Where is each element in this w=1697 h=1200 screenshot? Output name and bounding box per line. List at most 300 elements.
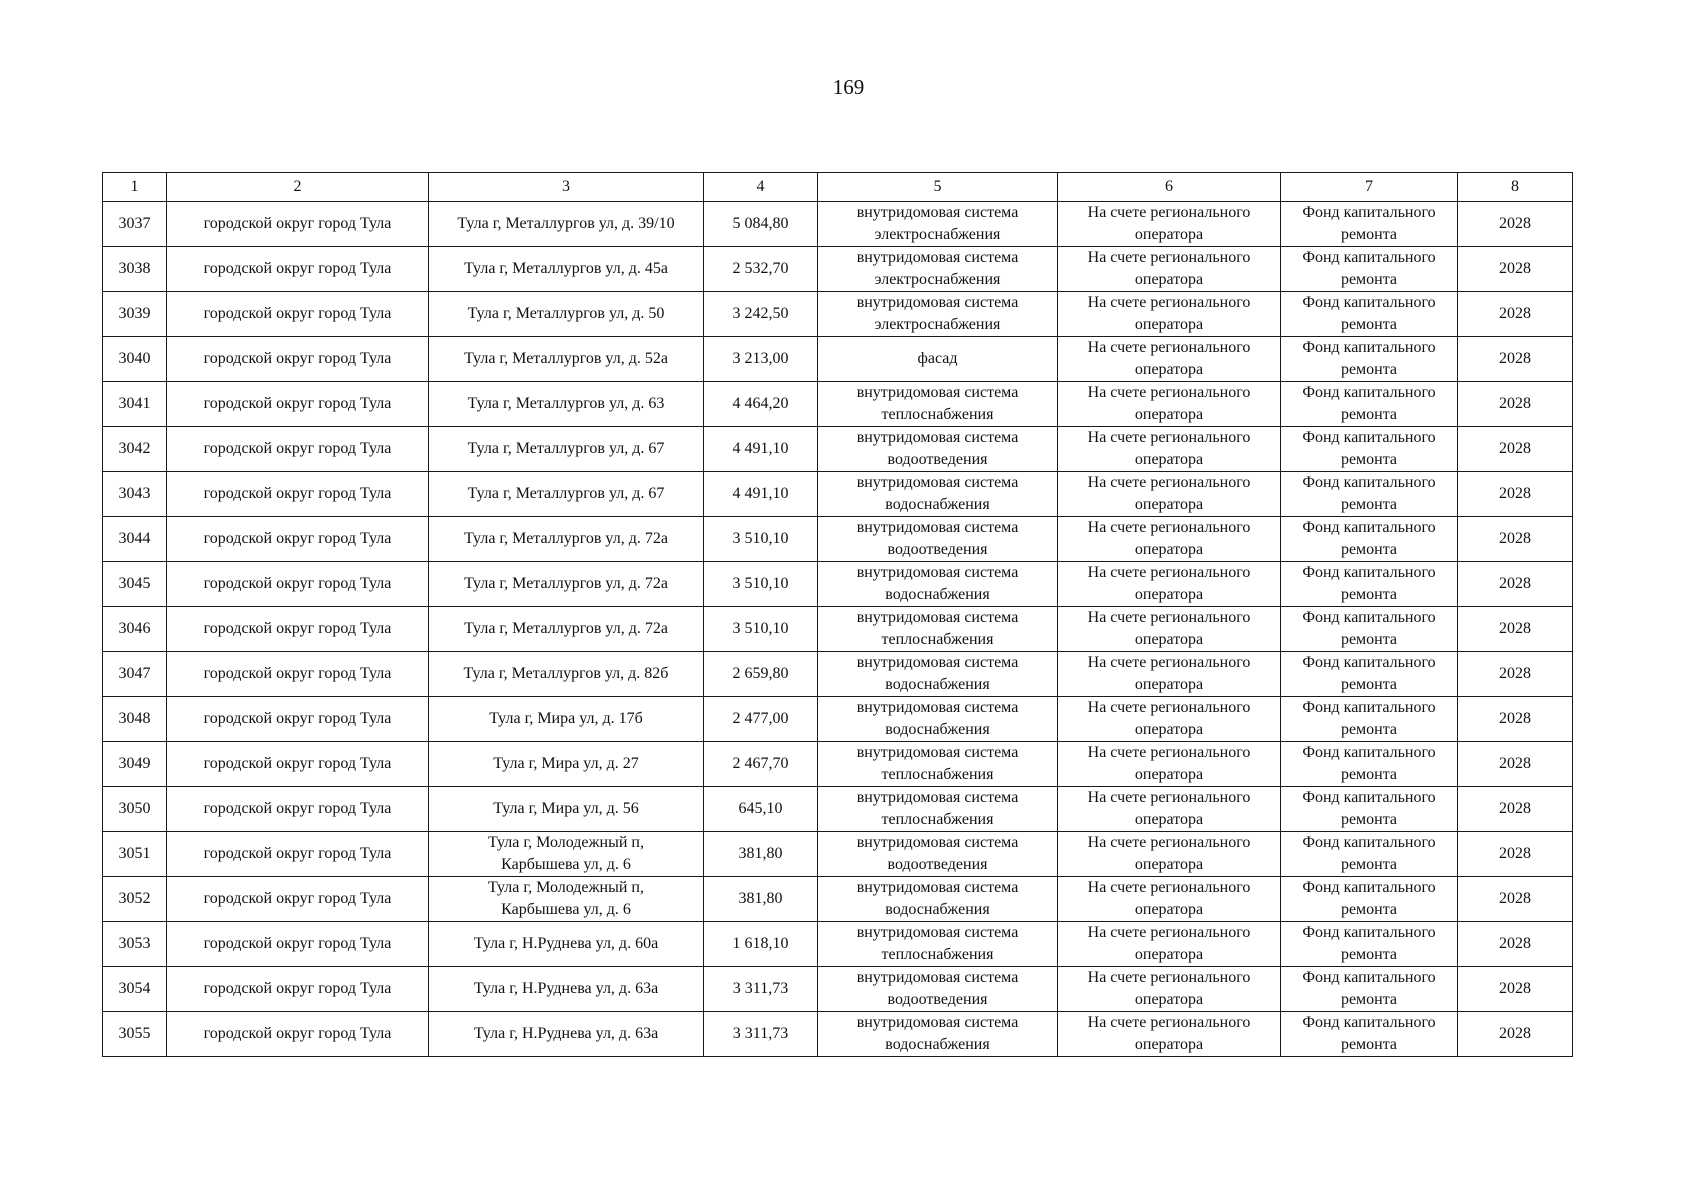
funding-account-cell-line: оператора xyxy=(1134,901,1204,918)
funding-account-cell-line: оператора xyxy=(1134,226,1204,243)
municipality-cell: городской округ город Тула xyxy=(167,922,429,967)
funding-account-cell-line: оператора xyxy=(1134,451,1204,468)
planned-year-cell: 2028 xyxy=(1458,337,1573,382)
funding-account-cell xyxy=(1058,292,1281,337)
row-number-cell: 3043 xyxy=(103,472,167,517)
address-cell xyxy=(429,517,704,562)
address-cell xyxy=(429,787,704,832)
funding-source-cell-line: ремонта xyxy=(1340,676,1398,693)
funding-source-cell-line: ремонта xyxy=(1340,226,1398,243)
repair-work-type-cell xyxy=(818,1012,1058,1057)
table-row xyxy=(103,967,1573,1012)
funding-account-cell xyxy=(1058,517,1281,562)
address-cell xyxy=(429,382,704,427)
table-body xyxy=(103,202,1573,1057)
address-cell xyxy=(429,472,704,517)
funding-source-cell-line: Фонд капитального xyxy=(1302,654,1436,671)
funding-source-cell-line: ремонта xyxy=(1340,721,1398,738)
row-number-cell: 3044 xyxy=(103,517,167,562)
municipality-cell: городской округ город Тула xyxy=(167,517,429,562)
repair-work-type-cell-line: водоснабжения xyxy=(885,676,990,693)
table-row xyxy=(103,877,1573,922)
address-cell xyxy=(429,202,704,247)
municipality-cell: городской округ город Тула xyxy=(167,562,429,607)
funding-source-cell-line: ремонта xyxy=(1340,1036,1398,1053)
address-cell-line: Тула г, Металлургов ул, д. 67 xyxy=(467,440,665,457)
funding-source-cell xyxy=(1281,967,1458,1012)
funding-source-cell-line: Фонд капитального xyxy=(1302,339,1436,356)
municipality-cell: городской округ город Тула xyxy=(167,472,429,517)
repair-work-type-cell-line: внутридомовая система xyxy=(856,474,1019,491)
area-cell: 3 213,00 xyxy=(704,337,818,382)
funding-source-cell-line: Фонд капитального xyxy=(1302,969,1436,986)
funding-account-cell-line: оператора xyxy=(1134,676,1204,693)
funding-source-cell-line: Фонд капитального xyxy=(1302,429,1436,446)
municipality-cell: городской округ город Тула xyxy=(167,877,429,922)
table-row xyxy=(103,247,1573,292)
repair-work-type-cell-line: внутридомовая система xyxy=(856,879,1019,896)
row-number-cell: 3037 xyxy=(103,202,167,247)
funding-source-cell-line: ремонта xyxy=(1340,991,1398,1008)
capital-repair-table xyxy=(102,172,1573,1057)
funding-account-cell-line: На счете регионального xyxy=(1087,339,1251,356)
table-row xyxy=(103,607,1573,652)
area-cell: 2 477,00 xyxy=(704,697,818,742)
area-cell: 381,80 xyxy=(704,832,818,877)
table-row xyxy=(103,337,1573,382)
repair-work-type-cell-line: внутридомовая система xyxy=(856,744,1019,761)
funding-source-cell-line: Фонд капитального xyxy=(1302,609,1436,626)
row-number-cell: 3049 xyxy=(103,742,167,787)
funding-source-cell-line: Фонд капитального xyxy=(1302,384,1436,401)
municipality-cell: городской округ город Тула xyxy=(167,427,429,472)
funding-account-cell-line: На счете регионального xyxy=(1087,249,1251,266)
repair-work-type-cell-line: внутридомовая система xyxy=(856,384,1019,401)
area-cell: 2 467,70 xyxy=(704,742,818,787)
repair-work-type-cell-line: электроснабжения xyxy=(874,226,1001,243)
repair-work-type-cell xyxy=(818,517,1058,562)
repair-work-type-cell-line: теплоснабжения xyxy=(881,631,994,648)
repair-work-type-cell-line: внутридомовая система xyxy=(856,1014,1019,1031)
funding-account-cell xyxy=(1058,427,1281,472)
funding-account-cell xyxy=(1058,652,1281,697)
funding-source-cell-line: ремонта xyxy=(1340,496,1398,513)
address-cell-line: Тула г, Мира ул, д. 27 xyxy=(493,755,639,772)
planned-year-cell: 2028 xyxy=(1458,877,1573,922)
planned-year-cell: 2028 xyxy=(1458,607,1573,652)
address-cell xyxy=(429,562,704,607)
row-number-cell: 3038 xyxy=(103,247,167,292)
funding-source-cell-line: ремонта xyxy=(1340,901,1398,918)
funding-account-cell xyxy=(1058,697,1281,742)
funding-source-cell xyxy=(1281,922,1458,967)
repair-work-type-cell-line: внутридомовая система xyxy=(856,654,1019,671)
area-cell: 5 084,80 xyxy=(704,202,818,247)
municipality-cell: городской округ город Тула xyxy=(167,832,429,877)
repair-work-type-cell-line: теплоснабжения xyxy=(881,811,994,828)
funding-account-cell-line: оператора xyxy=(1134,766,1204,783)
funding-source-cell xyxy=(1281,1012,1458,1057)
repair-work-type-cell-line: электроснабжения xyxy=(874,271,1001,288)
repair-work-type-cell-line: водоотведения xyxy=(887,991,988,1008)
repair-work-type-cell-line: водоснабжения xyxy=(885,901,990,918)
funding-account-cell-line: На счете регионального xyxy=(1087,294,1251,311)
repair-work-type-cell-line: фасад xyxy=(917,350,958,367)
funding-account-cell xyxy=(1058,922,1281,967)
area-cell: 3 510,10 xyxy=(704,562,818,607)
repair-work-type-cell-line: внутридомовая система xyxy=(856,204,1019,221)
funding-source-cell-line: Фонд капитального xyxy=(1302,834,1436,851)
repair-work-type-cell xyxy=(818,247,1058,292)
funding-source-cell xyxy=(1281,247,1458,292)
address-cell-line: Тула г, Н.Руднева ул, д. 60а xyxy=(473,935,659,952)
address-cell-line: Карбышева ул, д. 6 xyxy=(501,901,631,918)
funding-account-cell xyxy=(1058,202,1281,247)
area-cell: 2 659,80 xyxy=(704,652,818,697)
page-number: 169 xyxy=(832,75,865,99)
municipality-cell: городской округ город Тула xyxy=(167,742,429,787)
address-cell-line: Тула г, Металлургов ул, д. 72а xyxy=(464,575,668,592)
funding-account-cell-line: На счете регионального xyxy=(1087,744,1251,761)
repair-work-type-cell-line: водоотведения xyxy=(887,856,988,873)
repair-work-type-cell xyxy=(818,292,1058,337)
planned-year-cell: 2028 xyxy=(1458,382,1573,427)
row-number-cell: 3041 xyxy=(103,382,167,427)
repair-work-type-cell-line: внутридомовая система xyxy=(856,294,1019,311)
row-number-cell: 3051 xyxy=(103,832,167,877)
funding-account-cell-line: На счете регионального xyxy=(1087,834,1251,851)
address-cell-line: Карбышева ул, д. 6 xyxy=(501,856,631,873)
municipality-cell: городской округ город Тула xyxy=(167,652,429,697)
funding-source-cell xyxy=(1281,517,1458,562)
repair-work-type-cell xyxy=(818,652,1058,697)
municipality-cell: городской округ город Тула xyxy=(167,292,429,337)
address-cell xyxy=(429,877,704,922)
planned-year-cell: 2028 xyxy=(1458,247,1573,292)
funding-account-cell xyxy=(1058,247,1281,292)
funding-account-cell-line: оператора xyxy=(1134,1036,1204,1053)
column-header: 3 xyxy=(429,173,704,202)
column-header: 1 xyxy=(103,173,167,202)
repair-work-type-cell xyxy=(818,202,1058,247)
funding-account-cell xyxy=(1058,562,1281,607)
address-cell xyxy=(429,742,704,787)
address-cell-line: Тула г, Металлургов ул, д. 45а xyxy=(464,260,668,277)
repair-work-type-cell-line: электроснабжения xyxy=(874,316,1001,333)
funding-source-cell-line: ремонта xyxy=(1340,631,1398,648)
table-row xyxy=(103,922,1573,967)
table-row xyxy=(103,517,1573,562)
repair-work-type-cell xyxy=(818,562,1058,607)
table-row xyxy=(103,292,1573,337)
funding-source-cell-line: Фонд капитального xyxy=(1302,1014,1436,1031)
repair-work-type-cell-line: внутридомовая система xyxy=(856,924,1019,941)
table-row xyxy=(103,742,1573,787)
planned-year-cell: 2028 xyxy=(1458,202,1573,247)
address-cell xyxy=(429,292,704,337)
address-cell xyxy=(429,832,704,877)
address-cell-line: Тула г, Металлургов ул, д. 39/10 xyxy=(457,215,675,232)
table-row xyxy=(103,697,1573,742)
address-cell xyxy=(429,697,704,742)
table-row xyxy=(103,202,1573,247)
funding-account-cell-line: На счете регионального xyxy=(1087,474,1251,491)
funding-source-cell-line: ремонта xyxy=(1340,946,1398,963)
funding-source-cell-line: Фонд капитального xyxy=(1302,249,1436,266)
repair-work-type-cell-line: внутридомовая система xyxy=(856,564,1019,581)
funding-source-cell xyxy=(1281,337,1458,382)
planned-year-cell: 2028 xyxy=(1458,427,1573,472)
address-cell-line: Тула г, Металлургов ул, д. 82б xyxy=(463,665,669,682)
funding-source-cell xyxy=(1281,697,1458,742)
table-row xyxy=(103,832,1573,877)
funding-account-cell-line: На счете регионального xyxy=(1087,789,1251,806)
repair-work-type-cell-line: внутридомовая система xyxy=(856,834,1019,851)
address-cell-line: Тула г, Молодежный п, xyxy=(488,834,644,851)
repair-work-type-cell xyxy=(818,832,1058,877)
municipality-cell: городской округ город Тула xyxy=(167,1012,429,1057)
area-cell: 1 618,10 xyxy=(704,922,818,967)
table-row xyxy=(103,427,1573,472)
row-number-cell: 3054 xyxy=(103,967,167,1012)
address-cell xyxy=(429,337,704,382)
funding-account-cell xyxy=(1058,382,1281,427)
funding-source-cell-line: ремонта xyxy=(1340,361,1398,378)
area-cell: 4 464,20 xyxy=(704,382,818,427)
funding-source-cell-line: ремонта xyxy=(1340,766,1398,783)
row-number-cell: 3040 xyxy=(103,337,167,382)
address-cell-line: Тула г, Молодежный п, xyxy=(488,879,644,896)
municipality-cell: городской округ город Тула xyxy=(167,697,429,742)
planned-year-cell: 2028 xyxy=(1458,832,1573,877)
funding-account-cell-line: На счете регионального xyxy=(1087,969,1251,986)
municipality-cell: городской округ город Тула xyxy=(167,967,429,1012)
repair-work-type-cell xyxy=(818,742,1058,787)
funding-account-cell xyxy=(1058,1012,1281,1057)
area-cell: 4 491,10 xyxy=(704,472,818,517)
planned-year-cell: 2028 xyxy=(1458,697,1573,742)
funding-account-cell-line: На счете регионального xyxy=(1087,924,1251,941)
funding-source-cell-line: ремонта xyxy=(1340,586,1398,603)
repair-work-type-cell xyxy=(818,337,1058,382)
funding-account-cell-line: оператора xyxy=(1134,721,1204,738)
funding-account-cell-line: оператора xyxy=(1134,541,1204,558)
column-header: 2 xyxy=(167,173,429,202)
funding-account-cell xyxy=(1058,742,1281,787)
area-cell: 3 311,73 xyxy=(704,967,818,1012)
table-row xyxy=(103,787,1573,832)
planned-year-cell: 2028 xyxy=(1458,517,1573,562)
column-header: 7 xyxy=(1281,173,1458,202)
area-cell: 645,10 xyxy=(704,787,818,832)
municipality-cell: городской округ город Тула xyxy=(167,382,429,427)
funding-source-cell xyxy=(1281,652,1458,697)
funding-account-cell-line: На счете регионального xyxy=(1087,609,1251,626)
funding-account-cell-line: На счете регионального xyxy=(1087,384,1251,401)
repair-work-type-cell-line: внутридомовая система xyxy=(856,699,1019,716)
funding-source-cell-line: ремонта xyxy=(1340,316,1398,333)
municipality-cell: городской округ город Тула xyxy=(167,787,429,832)
table-row xyxy=(103,382,1573,427)
repair-work-type-cell xyxy=(818,607,1058,652)
planned-year-cell: 2028 xyxy=(1458,472,1573,517)
planned-year-cell: 2028 xyxy=(1458,292,1573,337)
repair-work-type-cell-line: внутридомовая система xyxy=(856,609,1019,626)
municipality-cell: городской округ город Тула xyxy=(167,202,429,247)
repair-work-type-cell-line: водоснабжения xyxy=(885,721,990,738)
funding-account-cell-line: На счете регионального xyxy=(1087,699,1251,716)
funding-source-cell-line: Фонд капитального xyxy=(1302,879,1436,896)
planned-year-cell: 2028 xyxy=(1458,742,1573,787)
funding-account-cell-line: оператора xyxy=(1134,361,1204,378)
funding-account-cell xyxy=(1058,472,1281,517)
funding-source-cell-line: Фонд капитального xyxy=(1302,699,1436,716)
address-cell-line: Тула г, Металлургов ул, д. 72а xyxy=(464,620,668,637)
address-cell-line: Тула г, Н.Руднева ул, д. 63а xyxy=(473,980,659,997)
area-cell: 3 242,50 xyxy=(704,292,818,337)
table-row xyxy=(103,1012,1573,1057)
repair-work-type-cell-line: внутридомовая система xyxy=(856,969,1019,986)
funding-account-cell-line: оператора xyxy=(1134,271,1204,288)
area-cell: 381,80 xyxy=(704,877,818,922)
funding-account-cell-line: На счете регионального xyxy=(1087,519,1251,536)
funding-account-cell-line: оператора xyxy=(1134,631,1204,648)
address-cell xyxy=(429,427,704,472)
row-number-cell: 3055 xyxy=(103,1012,167,1057)
funding-account-cell xyxy=(1058,832,1281,877)
planned-year-cell: 2028 xyxy=(1458,922,1573,967)
planned-year-cell: 2028 xyxy=(1458,967,1573,1012)
address-cell-line: Тула г, Металлургов ул, д. 50 xyxy=(467,305,665,322)
repair-work-type-cell xyxy=(818,787,1058,832)
funding-account-cell-line: На счете регионального xyxy=(1087,654,1251,671)
funding-source-cell-line: ремонта xyxy=(1340,451,1398,468)
repair-work-type-cell xyxy=(818,877,1058,922)
column-header: 4 xyxy=(704,173,818,202)
municipality-cell: городской округ город Тула xyxy=(167,607,429,652)
funding-source-cell-line: Фонд капитального xyxy=(1302,789,1436,806)
area-cell: 2 532,70 xyxy=(704,247,818,292)
table-row xyxy=(103,652,1573,697)
repair-work-type-cell-line: теплоснабжения xyxy=(881,406,994,423)
funding-source-cell-line: ремонта xyxy=(1340,811,1398,828)
funding-source-cell-line: Фонд капитального xyxy=(1302,204,1436,221)
address-cell xyxy=(429,1012,704,1057)
funding-source-cell-line: ремонта xyxy=(1340,406,1398,423)
address-cell-line: Тула г, Н.Руднева ул, д. 63а xyxy=(473,1025,659,1042)
address-cell xyxy=(429,652,704,697)
address-cell-line: Тула г, Металлургов ул, д. 67 xyxy=(467,485,665,502)
repair-work-type-cell xyxy=(818,967,1058,1012)
funding-source-cell-line: ремонта xyxy=(1340,271,1398,288)
repair-work-type-cell-line: внутридомовая система xyxy=(856,519,1019,536)
funding-source-cell xyxy=(1281,472,1458,517)
repair-work-type-cell-line: водоснабжения xyxy=(885,496,990,513)
funding-source-cell-line: Фонд капитального xyxy=(1302,564,1436,581)
funding-account-cell-line: оператора xyxy=(1134,946,1204,963)
funding-source-cell xyxy=(1281,877,1458,922)
planned-year-cell: 2028 xyxy=(1458,562,1573,607)
address-cell xyxy=(429,247,704,292)
row-number-cell: 3045 xyxy=(103,562,167,607)
table-row xyxy=(103,472,1573,517)
planned-year-cell: 2028 xyxy=(1458,652,1573,697)
area-cell: 3 311,73 xyxy=(704,1012,818,1057)
municipality-cell: городской округ город Тула xyxy=(167,337,429,382)
row-number-cell: 3053 xyxy=(103,922,167,967)
address-cell xyxy=(429,922,704,967)
row-number-cell: 3039 xyxy=(103,292,167,337)
repair-work-type-cell-line: водоотведения xyxy=(887,451,988,468)
funding-account-cell-line: оператора xyxy=(1134,856,1204,873)
repair-work-type-cell xyxy=(818,922,1058,967)
funding-source-cell xyxy=(1281,292,1458,337)
row-number-cell: 3047 xyxy=(103,652,167,697)
repair-work-type-cell-line: внутридомовая система xyxy=(856,249,1019,266)
column-number-header-row xyxy=(103,173,1573,202)
funding-account-cell-line: оператора xyxy=(1134,496,1204,513)
funding-account-cell-line: оператора xyxy=(1134,406,1204,423)
planned-year-cell: 2028 xyxy=(1458,787,1573,832)
funding-account-cell xyxy=(1058,967,1281,1012)
funding-source-cell-line: Фонд капитального xyxy=(1302,924,1436,941)
funding-account-cell-line: На счете регионального xyxy=(1087,879,1251,896)
row-number-cell: 3048 xyxy=(103,697,167,742)
area-cell: 4 491,10 xyxy=(704,427,818,472)
area-cell: 3 510,10 xyxy=(704,517,818,562)
address-cell-line: Тула г, Металлургов ул, д. 72а xyxy=(464,530,668,547)
repair-work-type-cell xyxy=(818,472,1058,517)
row-number-cell: 3052 xyxy=(103,877,167,922)
column-header: 6 xyxy=(1058,173,1281,202)
funding-account-cell-line: оператора xyxy=(1134,811,1204,828)
repair-work-type-cell-line: водоотведения xyxy=(887,541,988,558)
funding-account-cell-line: оператора xyxy=(1134,316,1204,333)
funding-account-cell-line: оператора xyxy=(1134,586,1204,603)
column-header: 8 xyxy=(1458,173,1573,202)
repair-work-type-cell-line: внутридомовая система xyxy=(856,429,1019,446)
funding-account-cell xyxy=(1058,607,1281,652)
funding-source-cell xyxy=(1281,742,1458,787)
repair-work-type-cell-line: внутридомовая система xyxy=(856,789,1019,806)
repair-work-type-cell-line: водоснабжения xyxy=(885,1036,990,1053)
table-row xyxy=(103,562,1573,607)
row-number-cell: 3042 xyxy=(103,427,167,472)
funding-source-cell-line: ремонта xyxy=(1340,541,1398,558)
address-cell-line: Тула г, Мира ул, д. 17б xyxy=(489,710,643,727)
repair-work-type-cell-line: водоснабжения xyxy=(885,586,990,603)
row-number-cell: 3050 xyxy=(103,787,167,832)
funding-source-cell xyxy=(1281,427,1458,472)
address-cell-line: Тула г, Металлургов ул, д. 52а xyxy=(464,350,668,367)
funding-source-cell-line: ремонта xyxy=(1340,856,1398,873)
funding-account-cell xyxy=(1058,337,1281,382)
repair-work-type-cell-line: теплоснабжения xyxy=(881,946,994,963)
funding-account-cell-line: На счете регионального xyxy=(1087,564,1251,581)
address-cell xyxy=(429,607,704,652)
area-cell: 3 510,10 xyxy=(704,607,818,652)
repair-work-type-cell xyxy=(818,427,1058,472)
row-number-cell: 3046 xyxy=(103,607,167,652)
funding-account-cell-line: На счете регионального xyxy=(1087,429,1251,446)
funding-source-cell-line: Фонд капитального xyxy=(1302,744,1436,761)
funding-source-cell xyxy=(1281,562,1458,607)
funding-source-cell xyxy=(1281,382,1458,427)
planned-year-cell: 2028 xyxy=(1458,1012,1573,1057)
municipality-cell: городской округ город Тула xyxy=(167,247,429,292)
address-cell-line: Тула г, Мира ул, д. 56 xyxy=(493,800,639,817)
address-cell-line: Тула г, Металлургов ул, д. 63 xyxy=(467,395,665,412)
